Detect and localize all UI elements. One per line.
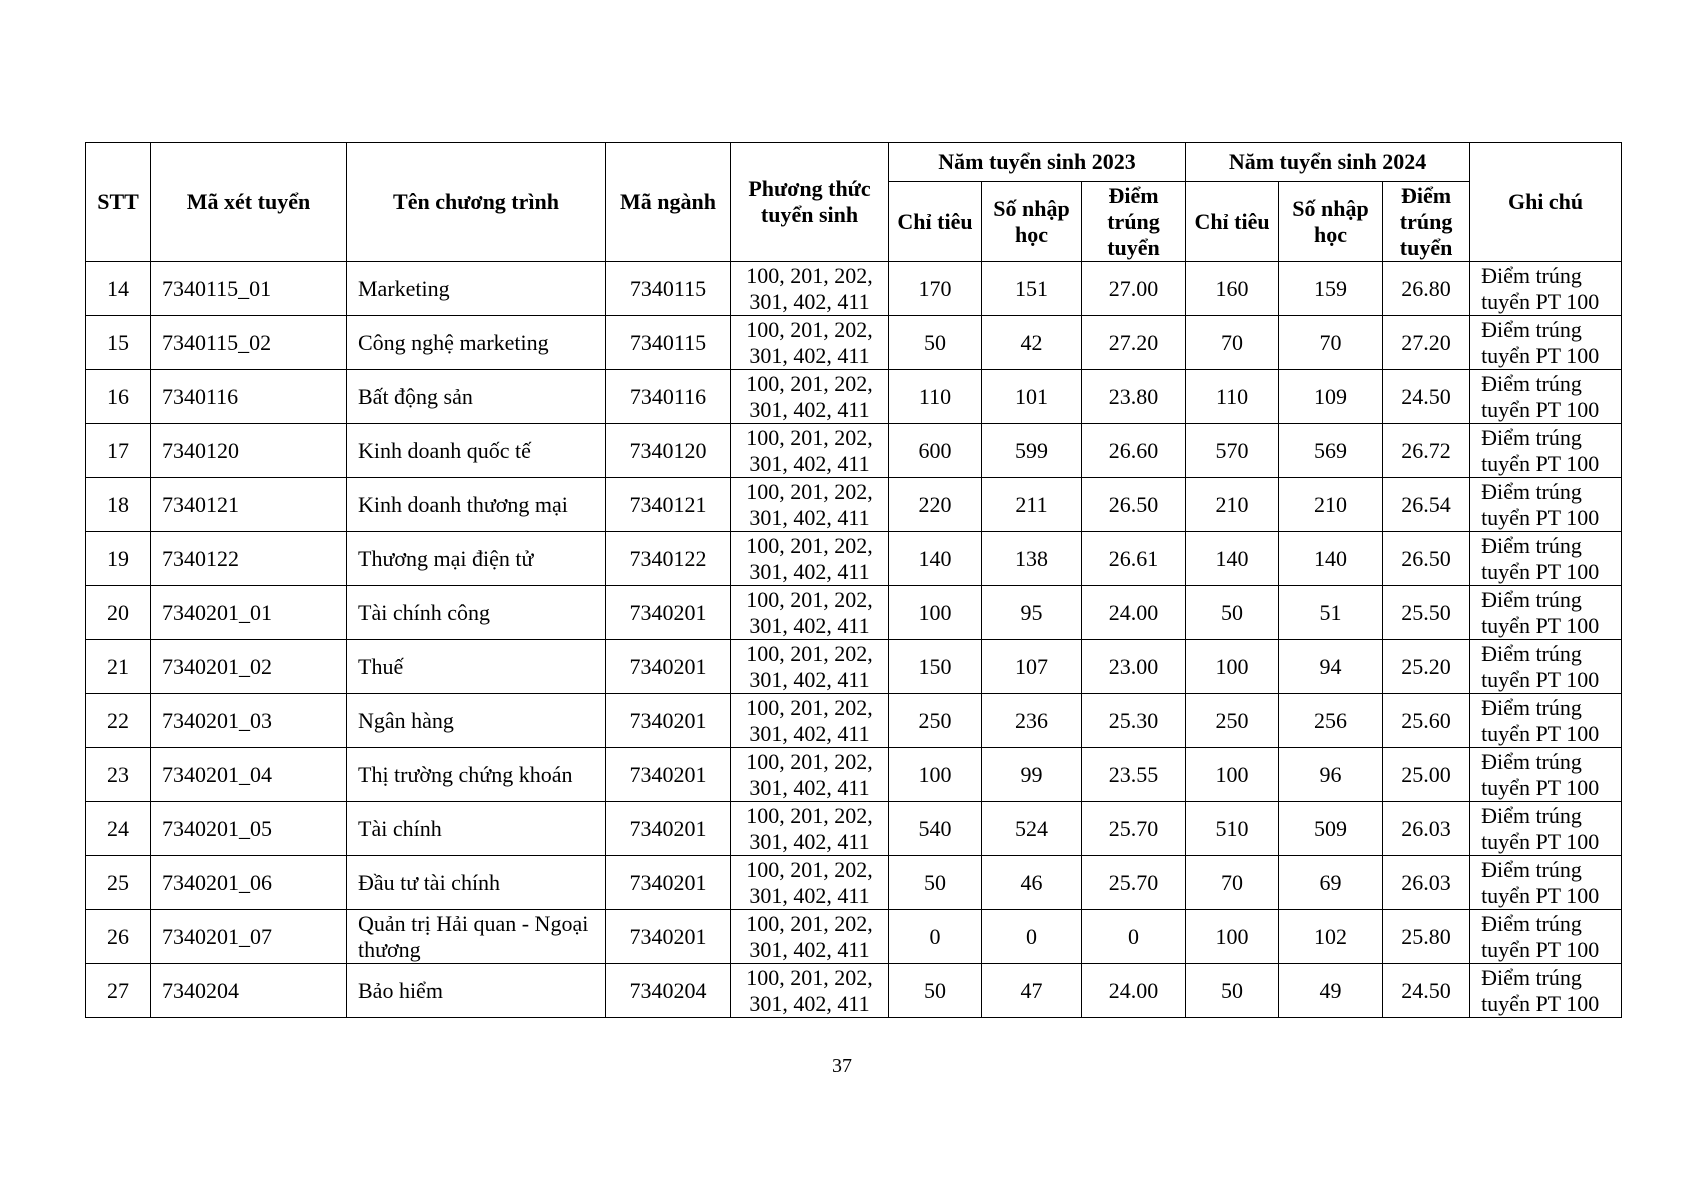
- cell-ten-chuong-trinh: Thuế: [347, 640, 606, 694]
- cell-ghi-chu: Điểm trúng tuyển PT 100: [1470, 802, 1622, 856]
- cell-ghi-chu: Điểm trúng tuyển PT 100: [1470, 424, 1622, 478]
- cell-diem-trung-tuyen-2024: 25.20: [1383, 640, 1470, 694]
- cell-phuong-thuc: 100, 201, 202, 301, 402, 411: [731, 802, 889, 856]
- cell-so-nhap-hoc-2023: 236: [982, 694, 1082, 748]
- cell-diem-trung-tuyen-2023: 25.70: [1082, 802, 1186, 856]
- cell-so-nhap-hoc-2024: 102: [1279, 910, 1383, 964]
- cell-ma-xet-tuyen: 7340121: [151, 478, 347, 532]
- cell-ghi-chu: Điểm trúng tuyển PT 100: [1470, 748, 1622, 802]
- cell-ten-chuong-trinh: Quản trị Hải quan - Ngoại thương: [347, 910, 606, 964]
- cell-so-nhap-hoc-2023: 101: [982, 370, 1082, 424]
- cell-so-nhap-hoc-2024: 109: [1279, 370, 1383, 424]
- cell-diem-trung-tuyen-2023: 23.55: [1082, 748, 1186, 802]
- cell-so-nhap-hoc-2024: 96: [1279, 748, 1383, 802]
- cell-ten-chuong-trinh: Tài chính: [347, 802, 606, 856]
- table-row: [86, 640, 1622, 694]
- cell-chi-tieu-2024: 110: [1186, 370, 1279, 424]
- cell-chi-tieu-2023: 140: [889, 532, 982, 586]
- cell-so-nhap-hoc-2024: 159: [1279, 262, 1383, 316]
- cell-chi-tieu-2024: 210: [1186, 478, 1279, 532]
- cell-phuong-thuc: 100, 201, 202, 301, 402, 411: [731, 316, 889, 370]
- cell-ghi-chu: Điểm trúng tuyển PT 100: [1470, 856, 1622, 910]
- cell-so-nhap-hoc-2023: 524: [982, 802, 1082, 856]
- cell-phuong-thuc: 100, 201, 202, 301, 402, 411: [731, 748, 889, 802]
- cell-phuong-thuc: 100, 201, 202, 301, 402, 411: [731, 964, 889, 1018]
- cell-so-nhap-hoc-2024: 256: [1279, 694, 1383, 748]
- cell-ten-chuong-trinh: Kinh doanh quốc tế: [347, 424, 606, 478]
- cell-ma-nganh: 7340115: [606, 316, 731, 370]
- cell-so-nhap-hoc-2024: 569: [1279, 424, 1383, 478]
- cell-ma-xet-tuyen: 7340115_02: [151, 316, 347, 370]
- cell-chi-tieu-2024: 100: [1186, 910, 1279, 964]
- cell-stt: 25: [86, 856, 151, 910]
- cell-stt: 15: [86, 316, 151, 370]
- table-row: [86, 694, 1622, 748]
- cell-stt: 23: [86, 748, 151, 802]
- cell-so-nhap-hoc-2024: 509: [1279, 802, 1383, 856]
- header-chi-tieu-2024: Chỉ tiêu: [1186, 182, 1279, 262]
- cell-ma-nganh: 7340120: [606, 424, 731, 478]
- header-stt: STT: [86, 143, 151, 262]
- cell-chi-tieu-2024: 570: [1186, 424, 1279, 478]
- cell-ma-xet-tuyen: 7340116: [151, 370, 347, 424]
- cell-so-nhap-hoc-2024: 140: [1279, 532, 1383, 586]
- cell-chi-tieu-2024: 510: [1186, 802, 1279, 856]
- table-row: [86, 478, 1622, 532]
- table-row: [86, 262, 1622, 316]
- cell-ghi-chu: Điểm trúng tuyển PT 100: [1470, 370, 1622, 424]
- cell-ma-xet-tuyen: 7340201_02: [151, 640, 347, 694]
- cell-chi-tieu-2024: 70: [1186, 316, 1279, 370]
- cell-diem-trung-tuyen-2024: 26.54: [1383, 478, 1470, 532]
- cell-diem-trung-tuyen-2023: 25.70: [1082, 856, 1186, 910]
- cell-ma-nganh: 7340201: [606, 856, 731, 910]
- cell-chi-tieu-2023: 600: [889, 424, 982, 478]
- cell-stt: 21: [86, 640, 151, 694]
- table-row: [86, 424, 1622, 478]
- table-row: [86, 586, 1622, 640]
- cell-stt: 20: [86, 586, 151, 640]
- cell-ghi-chu: Điểm trúng tuyển PT 100: [1470, 910, 1622, 964]
- cell-so-nhap-hoc-2023: 138: [982, 532, 1082, 586]
- cell-chi-tieu-2023: 220: [889, 478, 982, 532]
- cell-diem-trung-tuyen-2023: 24.00: [1082, 964, 1186, 1018]
- header-so-nhap-hoc-2024: Số nhập học: [1279, 182, 1383, 262]
- cell-diem-trung-tuyen-2024: 24.50: [1383, 370, 1470, 424]
- cell-ghi-chu: Điểm trúng tuyển PT 100: [1470, 586, 1622, 640]
- table-row: [86, 910, 1622, 964]
- cell-ten-chuong-trinh: Bất động sản: [347, 370, 606, 424]
- cell-diem-trung-tuyen-2024: 25.60: [1383, 694, 1470, 748]
- cell-chi-tieu-2023: 50: [889, 964, 982, 1018]
- cell-ten-chuong-trinh: Thương mại điện tử: [347, 532, 606, 586]
- cell-ghi-chu: Điểm trúng tuyển PT 100: [1470, 964, 1622, 1018]
- cell-so-nhap-hoc-2023: 95: [982, 586, 1082, 640]
- cell-ma-nganh: 7340116: [606, 370, 731, 424]
- cell-phuong-thuc: 100, 201, 202, 301, 402, 411: [731, 694, 889, 748]
- cell-so-nhap-hoc-2024: 49: [1279, 964, 1383, 1018]
- cell-so-nhap-hoc-2023: 42: [982, 316, 1082, 370]
- cell-so-nhap-hoc-2024: 94: [1279, 640, 1383, 694]
- cell-ma-xet-tuyen: 7340201_03: [151, 694, 347, 748]
- cell-ten-chuong-trinh: Thị trường chứng khoán: [347, 748, 606, 802]
- cell-ma-xet-tuyen: 7340201_01: [151, 586, 347, 640]
- cell-ghi-chu: Điểm trúng tuyển PT 100: [1470, 640, 1622, 694]
- cell-diem-trung-tuyen-2023: 27.20: [1082, 316, 1186, 370]
- cell-diem-trung-tuyen-2024: 24.50: [1383, 964, 1470, 1018]
- cell-so-nhap-hoc-2024: 70: [1279, 316, 1383, 370]
- cell-ma-nganh: 7340201: [606, 910, 731, 964]
- cell-chi-tieu-2024: 50: [1186, 586, 1279, 640]
- cell-diem-trung-tuyen-2024: 26.50: [1383, 532, 1470, 586]
- cell-ma-xet-tuyen: 7340204: [151, 964, 347, 1018]
- cell-chi-tieu-2023: 100: [889, 748, 982, 802]
- cell-diem-trung-tuyen-2024: 26.03: [1383, 856, 1470, 910]
- cell-diem-trung-tuyen-2024: 27.20: [1383, 316, 1470, 370]
- cell-diem-trung-tuyen-2023: 0: [1082, 910, 1186, 964]
- cell-ma-xet-tuyen: 7340120: [151, 424, 347, 478]
- table-row: [86, 748, 1622, 802]
- cell-phuong-thuc: 100, 201, 202, 301, 402, 411: [731, 532, 889, 586]
- cell-stt: 19: [86, 532, 151, 586]
- cell-ma-nganh: 7340122: [606, 532, 731, 586]
- cell-chi-tieu-2024: 250: [1186, 694, 1279, 748]
- cell-chi-tieu-2023: 540: [889, 802, 982, 856]
- header-phuong-thuc: Phương thức tuyển sinh: [731, 143, 889, 262]
- cell-diem-trung-tuyen-2024: 26.72: [1383, 424, 1470, 478]
- cell-ghi-chu: Điểm trúng tuyển PT 100: [1470, 316, 1622, 370]
- cell-diem-trung-tuyen-2024: 26.03: [1383, 802, 1470, 856]
- header-ma-xet-tuyen: Mã xét tuyển: [151, 143, 347, 262]
- cell-chi-tieu-2023: 50: [889, 856, 982, 910]
- cell-phuong-thuc: 100, 201, 202, 301, 402, 411: [731, 478, 889, 532]
- cell-ma-xet-tuyen: 7340115_01: [151, 262, 347, 316]
- cell-diem-trung-tuyen-2023: 24.00: [1082, 586, 1186, 640]
- cell-chi-tieu-2023: 50: [889, 316, 982, 370]
- cell-diem-trung-tuyen-2023: 27.00: [1082, 262, 1186, 316]
- cell-so-nhap-hoc-2023: 151: [982, 262, 1082, 316]
- cell-chi-tieu-2024: 100: [1186, 640, 1279, 694]
- cell-ten-chuong-trinh: Marketing: [347, 262, 606, 316]
- cell-phuong-thuc: 100, 201, 202, 301, 402, 411: [731, 262, 889, 316]
- table-row: [86, 370, 1622, 424]
- header-chi-tieu-2023: Chỉ tiêu: [889, 182, 982, 262]
- cell-phuong-thuc: 100, 201, 202, 301, 402, 411: [731, 370, 889, 424]
- cell-stt: 22: [86, 694, 151, 748]
- header-ten-chuong-trinh: Tên chương trình: [347, 143, 606, 262]
- page-number: 37: [832, 1055, 852, 1077]
- cell-so-nhap-hoc-2023: 0: [982, 910, 1082, 964]
- cell-ma-nganh: 7340201: [606, 802, 731, 856]
- cell-chi-tieu-2023: 100: [889, 586, 982, 640]
- cell-phuong-thuc: 100, 201, 202, 301, 402, 411: [731, 424, 889, 478]
- cell-chi-tieu-2023: 110: [889, 370, 982, 424]
- header-year-2023: Năm tuyển sinh 2023: [889, 143, 1186, 182]
- cell-stt: 14: [86, 262, 151, 316]
- admissions-table: [85, 142, 1622, 1018]
- cell-phuong-thuc: 100, 201, 202, 301, 402, 411: [731, 910, 889, 964]
- cell-chi-tieu-2023: 250: [889, 694, 982, 748]
- cell-ma-nganh: 7340121: [606, 478, 731, 532]
- cell-phuong-thuc: 100, 201, 202, 301, 402, 411: [731, 640, 889, 694]
- cell-chi-tieu-2024: 160: [1186, 262, 1279, 316]
- cell-ten-chuong-trinh: Tài chính công: [347, 586, 606, 640]
- table-body: [86, 262, 1622, 1018]
- cell-diem-trung-tuyen-2023: 26.60: [1082, 424, 1186, 478]
- cell-so-nhap-hoc-2024: 210: [1279, 478, 1383, 532]
- cell-chi-tieu-2023: 150: [889, 640, 982, 694]
- cell-ghi-chu: Điểm trúng tuyển PT 100: [1470, 694, 1622, 748]
- cell-ghi-chu: Điểm trúng tuyển PT 100: [1470, 478, 1622, 532]
- cell-chi-tieu-2024: 50: [1186, 964, 1279, 1018]
- cell-ma-nganh: 7340201: [606, 586, 731, 640]
- cell-so-nhap-hoc-2023: 107: [982, 640, 1082, 694]
- cell-ma-nganh: 7340204: [606, 964, 731, 1018]
- cell-so-nhap-hoc-2023: 99: [982, 748, 1082, 802]
- cell-ma-xet-tuyen: 7340201_05: [151, 802, 347, 856]
- cell-ma-nganh: 7340201: [606, 748, 731, 802]
- cell-ma-xet-tuyen: 7340201_04: [151, 748, 347, 802]
- cell-ma-xet-tuyen: 7340201_07: [151, 910, 347, 964]
- cell-so-nhap-hoc-2023: 599: [982, 424, 1082, 478]
- cell-phuong-thuc: 100, 201, 202, 301, 402, 411: [731, 856, 889, 910]
- cell-diem-trung-tuyen-2024: 26.80: [1383, 262, 1470, 316]
- cell-ma-xet-tuyen: 7340201_06: [151, 856, 347, 910]
- cell-ten-chuong-trinh: Kinh doanh thương mại: [347, 478, 606, 532]
- cell-chi-tieu-2023: 170: [889, 262, 982, 316]
- cell-ghi-chu: Điểm trúng tuyển PT 100: [1470, 262, 1622, 316]
- header-diem-trung-tuyen-2024: Điểm trúng tuyển: [1383, 182, 1470, 262]
- cell-so-nhap-hoc-2023: 47: [982, 964, 1082, 1018]
- cell-chi-tieu-2024: 70: [1186, 856, 1279, 910]
- cell-stt: 27: [86, 964, 151, 1018]
- cell-ghi-chu: Điểm trúng tuyển PT 100: [1470, 532, 1622, 586]
- cell-stt: 24: [86, 802, 151, 856]
- cell-diem-trung-tuyen-2024: 25.50: [1383, 586, 1470, 640]
- cell-chi-tieu-2024: 100: [1186, 748, 1279, 802]
- cell-so-nhap-hoc-2023: 46: [982, 856, 1082, 910]
- cell-diem-trung-tuyen-2023: 25.30: [1082, 694, 1186, 748]
- cell-diem-trung-tuyen-2024: 25.80: [1383, 910, 1470, 964]
- header-year-2024: Năm tuyển sinh 2024: [1186, 143, 1470, 182]
- header-ghi-chu: Ghi chú: [1470, 143, 1622, 262]
- header-so-nhap-hoc-2023: Số nhập học: [982, 182, 1082, 262]
- header-ma-nganh: Mã ngành: [606, 143, 731, 262]
- cell-ma-nganh: 7340115: [606, 262, 731, 316]
- cell-phuong-thuc: 100, 201, 202, 301, 402, 411: [731, 586, 889, 640]
- cell-ten-chuong-trinh: Công nghệ marketing: [347, 316, 606, 370]
- cell-diem-trung-tuyen-2023: 23.80: [1082, 370, 1186, 424]
- table-row: [86, 856, 1622, 910]
- cell-ten-chuong-trinh: Ngân hàng: [347, 694, 606, 748]
- cell-diem-trung-tuyen-2023: 26.61: [1082, 532, 1186, 586]
- cell-so-nhap-hoc-2024: 69: [1279, 856, 1383, 910]
- cell-ma-xet-tuyen: 7340122: [151, 532, 347, 586]
- cell-stt: 26: [86, 910, 151, 964]
- cell-diem-trung-tuyen-2023: 23.00: [1082, 640, 1186, 694]
- table-row: [86, 532, 1622, 586]
- table-row: [86, 964, 1622, 1018]
- cell-stt: 16: [86, 370, 151, 424]
- cell-so-nhap-hoc-2024: 51: [1279, 586, 1383, 640]
- cell-diem-trung-tuyen-2023: 26.50: [1082, 478, 1186, 532]
- cell-diem-trung-tuyen-2024: 25.00: [1383, 748, 1470, 802]
- cell-ma-nganh: 7340201: [606, 694, 731, 748]
- table-row: [86, 316, 1622, 370]
- table-row: [86, 802, 1622, 856]
- cell-ten-chuong-trinh: Bảo hiểm: [347, 964, 606, 1018]
- header-diem-trung-tuyen-2023: Điểm trúng tuyển: [1082, 182, 1186, 262]
- cell-chi-tieu-2024: 140: [1186, 532, 1279, 586]
- cell-so-nhap-hoc-2023: 211: [982, 478, 1082, 532]
- cell-chi-tieu-2023: 0: [889, 910, 982, 964]
- cell-ma-nganh: 7340201: [606, 640, 731, 694]
- cell-stt: 18: [86, 478, 151, 532]
- cell-ten-chuong-trinh: Đầu tư tài chính: [347, 856, 606, 910]
- cell-stt: 17: [86, 424, 151, 478]
